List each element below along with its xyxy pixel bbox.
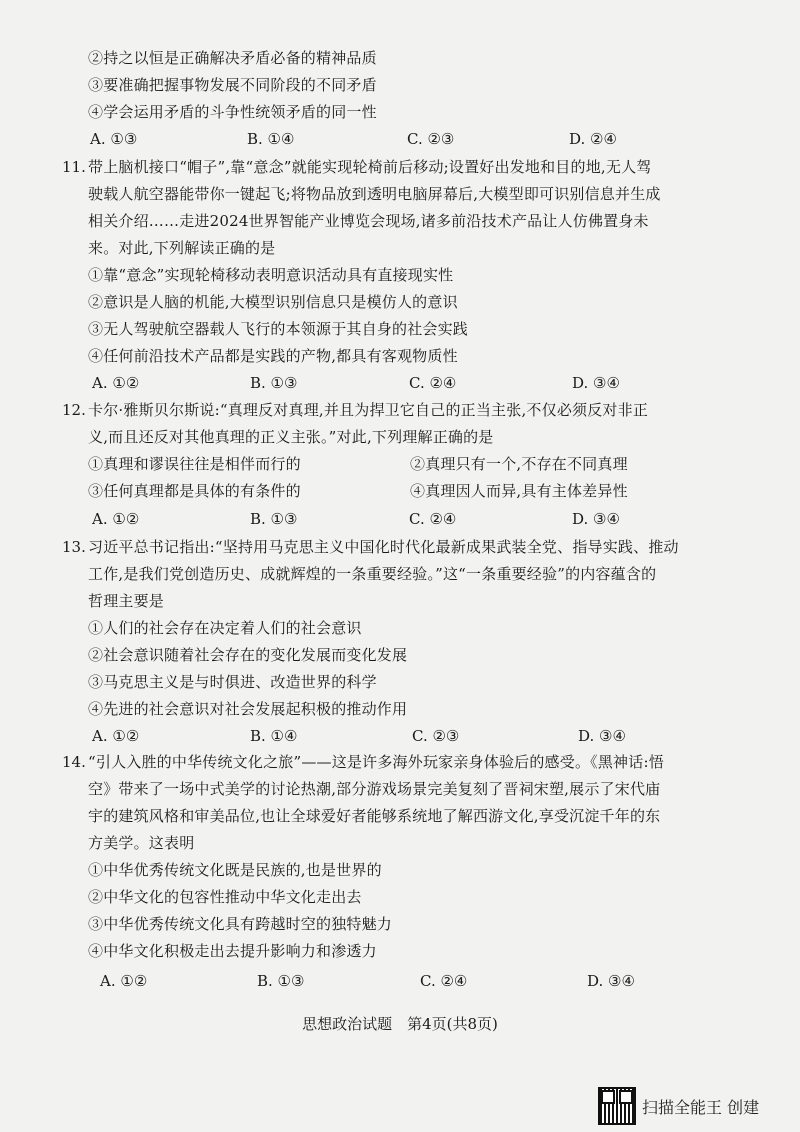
q11-option-a: A. ①②	[92, 374, 140, 392]
q11-item: ①靠“意念”实现轮椅移动表明意识活动具有直接现实性	[88, 266, 454, 284]
q14-option-a: A. ①②	[100, 972, 148, 990]
q10-item-2: ②持之以恒是正确解决矛盾必备的精神品质	[88, 49, 377, 67]
q14-number: 14.	[62, 753, 86, 771]
q13-option-c: C. ②③	[412, 727, 460, 745]
q14-stem-line: 方美学。这表明	[88, 834, 195, 852]
q13-option-d: D. ③④	[578, 727, 626, 745]
q13-stem-line: 习近平总书记指出:“坚持用马克思主义中国化时代化最新成果武装全党、指导实践、推动	[88, 538, 679, 556]
q10-option-b: B. ①④	[247, 130, 295, 148]
q12-stem-line: 义,而且还反对其他真理的正义主张。”对此,下列理解正确的是	[88, 428, 494, 446]
q13-option-b: B. ①④	[250, 727, 298, 745]
q13-item: ④先进的社会意识对社会发展起积极的推动作用	[88, 700, 408, 718]
qr-code-icon	[598, 1087, 636, 1125]
q12-item: ②真理只有一个,不存在不同真理	[410, 455, 628, 473]
q11-item: ③无人驾驶航空器载人飞行的本领源于其自身的社会实践	[88, 320, 469, 338]
q12-option-b: B. ①③	[250, 510, 298, 528]
q13-item: ③马克思主义是与时俱进、改造世界的科学	[88, 673, 377, 691]
q13-stem-line: 哲理主要是	[88, 592, 165, 610]
q11-option-d: D. ③④	[572, 374, 620, 392]
q14-item: ②中华文化的包容性推动中华文化走出去	[88, 888, 362, 906]
page-footer: 思想政治试题 第4页(共8页)	[302, 1015, 498, 1033]
q10-item-4: ④学会运用矛盾的斗争性统领矛盾的同一性	[88, 103, 377, 121]
q14-option-d: D. ③④	[587, 972, 635, 990]
q13-stem-line: 工作,是我们党创造历史、成就辉煌的一条重要经验。”这“一条重要经验”的内容蕴含的	[88, 565, 657, 583]
q11-stem-line: 来。对此,下列解读正确的是	[88, 239, 276, 257]
watermark-text: 扫描全能王 创建	[642, 1097, 760, 1117]
q14-item: ④中华文化积极走出去提升影响力和渗透力	[88, 942, 377, 960]
q11-number: 11.	[62, 158, 86, 176]
q14-stem-line: “引人入胜的中华传统文化之旅”——这是许多海外玩家亲身体验后的感受。《黑神话:悟	[88, 753, 664, 771]
q14-stem-line: 空》带来了一场中式美学的讨论热潮,部分游戏场景完美复刻了晋祠宋塑,展示了宋代庙	[88, 780, 661, 798]
scanner-watermark	[598, 1087, 759, 1125]
q11-stem-line: 相关介绍……走进2024世界智能产业博览会现场,诸多前沿技术产品让人仿佛置身未	[88, 212, 649, 230]
q11-option-c: C. ②④	[409, 374, 457, 392]
q11-option-b: B. ①③	[250, 374, 298, 392]
q14-option-b: B. ①③	[257, 972, 305, 990]
q12-number: 12.	[62, 401, 86, 419]
q12-option-a: A. ①②	[92, 510, 140, 528]
q13-item: ②社会意识随着社会存在的变化发展而变化发展	[88, 646, 408, 664]
q14-stem-line: 宇的建筑风格和审美品位,也让全球爱好者能够系统地了解西游文化,享受沉淀千年的东	[88, 807, 661, 825]
q13-item: ①人们的社会存在决定着人们的社会意识	[88, 619, 362, 637]
q11-stem-line: 驶载人航空器能带你一键起飞;将物品放到透明电脑屏幕后,大模型即可识别信息并生成	[88, 185, 661, 203]
q12-stem-line: 卡尔·雅斯贝尔斯说:“真理反对真理,并且为捍卫它自己的正当主张,不仅必须反对非正	[88, 401, 649, 419]
q10-option-a: A. ①③	[90, 130, 138, 148]
q10-item-3: ③要准确把握事物发展不同阶段的不同矛盾	[88, 76, 377, 94]
q12-item: ④真理因人而异,具有主体差异性	[410, 482, 628, 500]
q13-number: 13.	[62, 538, 86, 556]
q11-item: ②意识是人脑的机能,大模型识别信息只是模仿人的意识	[88, 293, 458, 311]
q12-option-c: C. ②④	[409, 510, 457, 528]
q11-item: ④任何前沿技术产品都是实践的产物,都具有客观物质性	[88, 347, 458, 365]
q14-option-c: C. ②④	[420, 972, 468, 990]
q10-option-d: D. ②④	[569, 130, 617, 148]
q14-item: ③中华优秀传统文化具有跨越时空的独特魅力	[88, 915, 393, 933]
q12-item: ①真理和谬误往往是相伴而行的	[88, 455, 301, 473]
q11-stem-line: 带上脑机接口“帽子”,靠“意念”就能实现轮椅前后移动;设置好出发地和目的地,无人驾	[88, 158, 652, 176]
q12-option-d: D. ③④	[572, 510, 620, 528]
q13-option-a: A. ①②	[92, 727, 140, 745]
q14-item: ①中华优秀传统文化既是民族的,也是世界的	[88, 861, 382, 879]
q12-item: ③任何真理都是具体的有条件的	[88, 482, 301, 500]
q10-option-c: C. ②③	[407, 130, 455, 148]
